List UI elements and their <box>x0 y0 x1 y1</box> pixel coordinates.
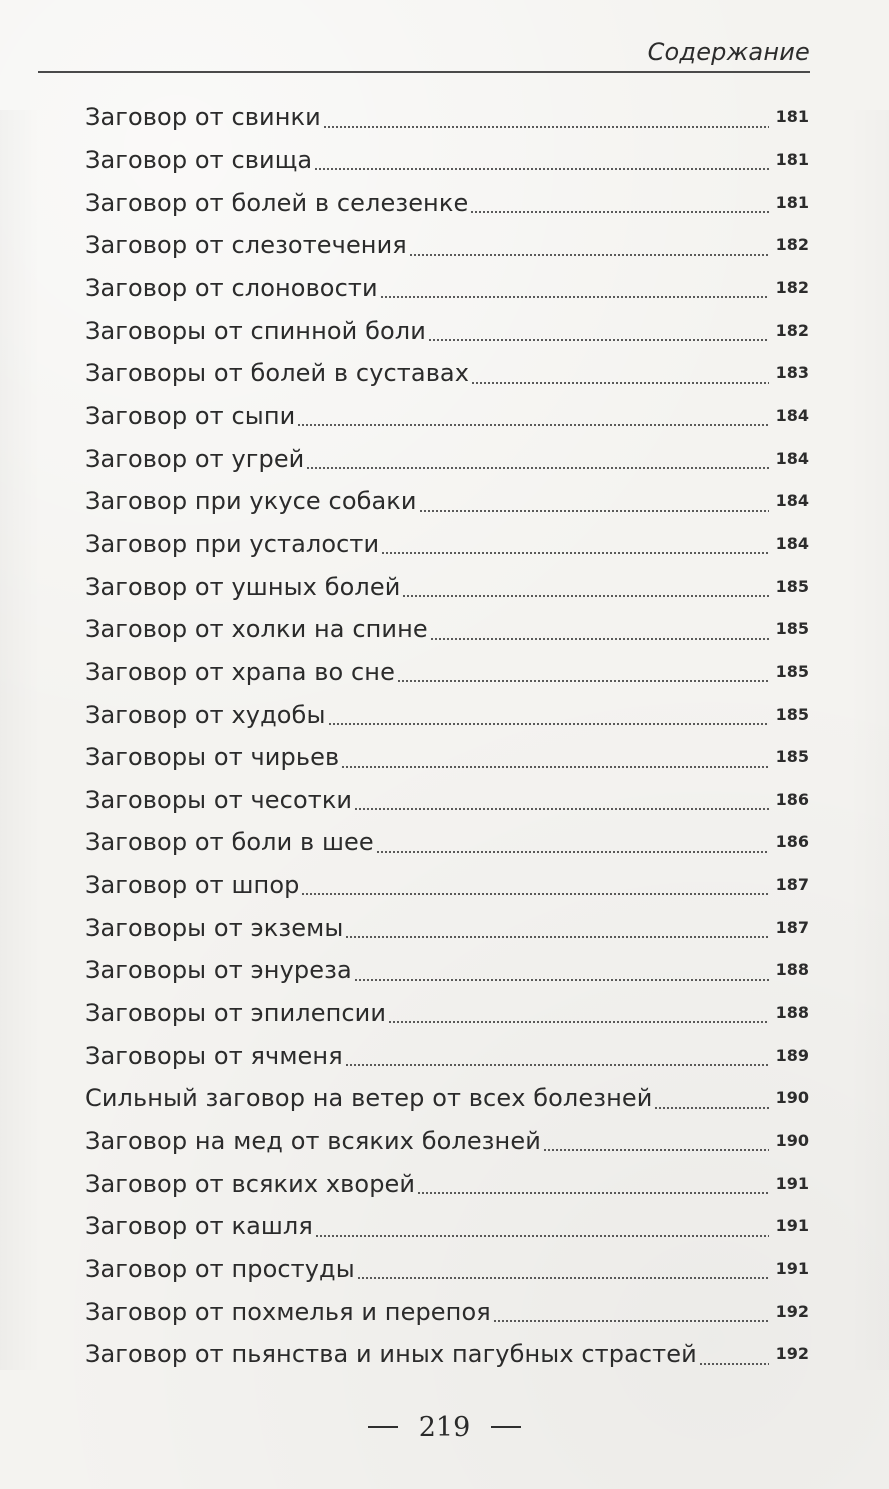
toc-entry <box>85 821 809 864</box>
toc-dot-leader <box>301 893 769 895</box>
toc-entry-page: 181 <box>775 149 809 169</box>
toc-entry <box>85 181 809 224</box>
toc-entry-page: 181 <box>775 192 809 212</box>
toc-entry <box>85 309 809 352</box>
toc-dot-leader <box>297 424 769 426</box>
toc-entry-title: Заговор от шпор <box>85 871 300 900</box>
toc-entry-page: 182 <box>775 277 809 297</box>
toc-entry <box>85 1120 809 1163</box>
toc-entry-page: 185 <box>775 704 809 724</box>
toc-entry-title: Заговор от угрей <box>85 444 305 473</box>
toc-entry <box>85 1205 809 1248</box>
toc-dot-leader <box>328 723 769 725</box>
toc-entry <box>85 992 809 1035</box>
toc-entry-title: Заговор при усталости <box>85 529 380 558</box>
running-header <box>38 30 810 72</box>
toc-entry-title: Заговор от кашля <box>85 1212 313 1241</box>
footer-dash-left <box>368 1426 398 1428</box>
toc-entry-page: 188 <box>775 1003 809 1023</box>
toc-entry-page: 185 <box>775 576 809 596</box>
toc-dot-leader <box>417 1192 769 1194</box>
toc-entry-title: Заговоры от спинной боли <box>85 316 426 345</box>
toc-entry <box>85 1290 809 1333</box>
toc-dot-leader <box>419 510 769 512</box>
toc-dot-leader <box>654 1107 769 1109</box>
footer-dash-right <box>491 1426 521 1428</box>
toc-entry <box>85 1333 809 1376</box>
toc-entry <box>85 96 809 139</box>
toc-entry-title: Заговор от похмелья и перепоя <box>85 1297 491 1326</box>
toc-entry <box>85 224 809 267</box>
page-number: 219 <box>418 1412 471 1443</box>
toc-entry-page: 185 <box>775 661 809 681</box>
toc-entry <box>85 1034 809 1077</box>
toc-entry-page: 182 <box>775 320 809 340</box>
toc-dot-leader <box>470 211 769 213</box>
toc-entry <box>85 608 809 651</box>
header-title: Содержание <box>647 38 810 66</box>
toc-dot-leader <box>380 296 769 298</box>
toc-entry <box>85 736 809 779</box>
toc-entry-page: 184 <box>775 491 809 511</box>
toc-entry-title: Заговоры от чирьев <box>85 743 340 772</box>
page-shadow-left <box>0 110 40 1370</box>
toc-dot-leader <box>315 1235 769 1237</box>
toc-entry-title: Заговор от свинки <box>85 103 321 132</box>
toc-entry-page: 187 <box>775 917 809 937</box>
toc-entry-page: 191 <box>775 1216 809 1236</box>
toc-entry-page: 185 <box>775 619 809 639</box>
toc-entry <box>85 565 809 608</box>
toc-entry <box>85 949 809 992</box>
toc-dot-leader <box>306 467 769 469</box>
toc-entry-title: Заговоры от экземы <box>85 913 344 942</box>
toc-entry-title: Заговор от холки на спине <box>85 615 428 644</box>
toc-dot-leader <box>409 254 769 256</box>
toc-entry-title: Заговор от ушных болей <box>85 572 401 601</box>
toc-entry-title: Заговоры от эпилепсии <box>85 999 387 1028</box>
toc-entry-page: 188 <box>775 960 809 980</box>
toc-entry-title: Заговор от худобы <box>85 700 326 729</box>
toc-dot-leader <box>428 339 769 341</box>
toc-entry <box>85 1162 809 1205</box>
toc-dot-leader <box>314 168 769 170</box>
toc-entry-title: Заговоры от болей в суставах <box>85 359 470 388</box>
toc-entry <box>85 437 809 480</box>
toc-entry-page: 190 <box>775 1131 809 1151</box>
toc-entry-title: Заговор от простуды <box>85 1255 355 1284</box>
toc-dot-leader <box>354 979 769 981</box>
toc-entry <box>85 352 809 395</box>
toc-entry-title: Заговор от пьянства и иных пагубных страстей <box>85 1340 697 1369</box>
toc-entry-page: 190 <box>775 1088 809 1108</box>
table-of-contents <box>85 96 809 1376</box>
toc-dot-leader <box>357 1277 769 1279</box>
page-footer <box>0 1412 889 1443</box>
toc-entry-title: Заговоры от чесотки <box>85 785 353 814</box>
toc-entry-title: Заговор при укусе собаки <box>85 487 417 516</box>
toc-dot-leader <box>402 595 769 597</box>
toc-dot-leader <box>493 1320 769 1322</box>
toc-entry-page: 182 <box>775 235 809 255</box>
toc-entry <box>85 523 809 566</box>
toc-entry-page: 189 <box>775 1045 809 1065</box>
toc-entry <box>85 1248 809 1291</box>
toc-entry-page: 184 <box>775 533 809 553</box>
toc-entry-page: 186 <box>775 789 809 809</box>
toc-entry <box>85 651 809 694</box>
toc-dot-leader <box>376 851 769 853</box>
toc-entry-page: 192 <box>775 1301 809 1321</box>
toc-dot-leader <box>381 552 769 554</box>
toc-entry-title: Заговор от слоновости <box>85 273 378 302</box>
toc-entry-title: Заговор от боли в шее <box>85 828 374 857</box>
toc-dot-leader <box>388 1021 769 1023</box>
toc-entry <box>85 779 809 822</box>
toc-entry-title: Сильный заговор на ветер от всех болезней <box>85 1084 653 1113</box>
toc-dot-leader <box>345 936 769 938</box>
toc-entry-title: Заговор от свища <box>85 145 313 174</box>
toc-dot-leader <box>354 808 769 810</box>
toc-entry <box>85 139 809 182</box>
toc-entry-title: Заговор от сыпи <box>85 401 296 430</box>
toc-entry <box>85 906 809 949</box>
toc-dot-leader <box>699 1363 769 1365</box>
toc-entry-title: Заговор от всяких хворей <box>85 1169 416 1198</box>
toc-dot-leader <box>345 1064 769 1066</box>
toc-dot-leader <box>471 382 769 384</box>
toc-dot-leader <box>543 1149 769 1151</box>
toc-entry-page: 186 <box>775 832 809 852</box>
toc-entry-page: 184 <box>775 448 809 468</box>
page-shadow-right <box>849 110 889 1370</box>
toc-entry <box>85 267 809 310</box>
toc-entry-title: Заговор от слезотечения <box>85 231 407 260</box>
toc-entry-page: 181 <box>775 107 809 127</box>
toc-entry-title: Заговор на мед от всяких болезней <box>85 1127 541 1156</box>
toc-entry <box>85 1077 809 1120</box>
toc-entry <box>85 395 809 438</box>
toc-dot-leader <box>323 126 769 128</box>
toc-dot-leader <box>341 766 769 768</box>
toc-entry-title: Заговор от храпа во сне <box>85 657 395 686</box>
toc-entry-page: 192 <box>775 1344 809 1364</box>
toc-entry-title: Заговор от болей в селезенке <box>85 188 469 217</box>
toc-entry-page: 184 <box>775 405 809 425</box>
toc-entry-page: 183 <box>775 363 809 383</box>
toc-entry-title: Заговоры от ячменя <box>85 1041 343 1070</box>
toc-entry-page: 187 <box>775 875 809 895</box>
toc-dot-leader <box>430 638 769 640</box>
toc-entry <box>85 480 809 523</box>
toc-entry-page: 191 <box>775 1173 809 1193</box>
header-rule <box>38 71 810 73</box>
toc-dot-leader <box>397 680 769 682</box>
toc-entry-page: 185 <box>775 747 809 767</box>
toc-entry <box>85 864 809 907</box>
toc-entry-title: Заговоры от энуреза <box>85 956 352 985</box>
toc-entry-page: 191 <box>775 1259 809 1279</box>
toc-entry <box>85 693 809 736</box>
